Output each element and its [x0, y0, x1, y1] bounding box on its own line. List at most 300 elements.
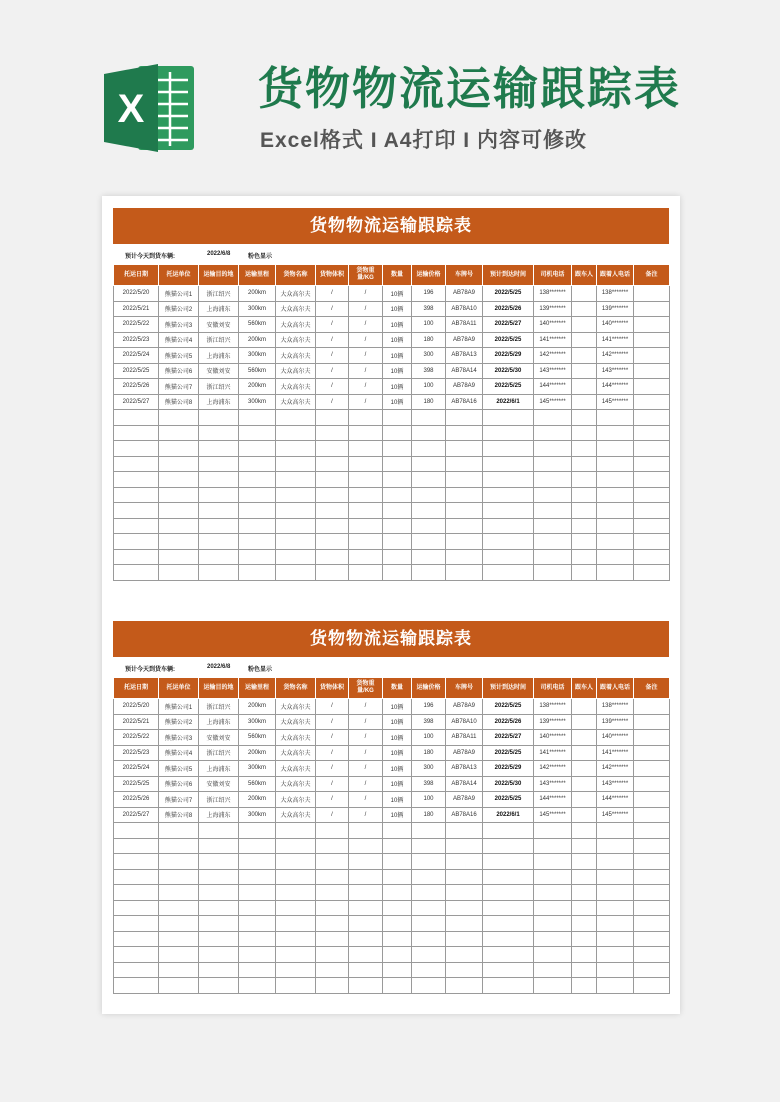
table-cell[interactable]: 2022/5/22 [114, 317, 159, 333]
table-cell[interactable] [534, 931, 572, 947]
table-cell[interactable]: 上海浦东 [199, 348, 239, 364]
table-cell[interactable] [597, 978, 634, 994]
table-cell[interactable] [199, 838, 239, 854]
table-cell[interactable]: 196 [412, 286, 446, 302]
table-cell[interactable] [316, 549, 349, 565]
table-cell[interactable] [634, 962, 670, 978]
table-cell[interactable] [316, 885, 349, 901]
table-cell[interactable] [114, 885, 159, 901]
table-cell[interactable]: 180 [412, 332, 446, 348]
table-cell[interactable] [483, 441, 534, 457]
table-cell[interactable] [276, 534, 316, 550]
table-cell[interactable] [634, 885, 670, 901]
table-cell[interactable] [483, 916, 534, 932]
table-cell[interactable] [597, 565, 634, 581]
table-cell[interactable] [199, 854, 239, 870]
table-cell[interactable] [412, 931, 446, 947]
table-cell[interactable]: / [316, 286, 349, 302]
table-cell[interactable]: 141******* [597, 745, 634, 761]
table-cell[interactable] [634, 518, 670, 534]
table-cell[interactable] [276, 441, 316, 457]
table-cell[interactable]: 2022/5/26 [483, 714, 534, 730]
table-cell[interactable]: 浙江绍兴 [199, 792, 239, 808]
table-cell[interactable] [383, 441, 412, 457]
table-cell[interactable] [239, 931, 276, 947]
table-cell[interactable]: 145******* [597, 394, 634, 410]
table-cell[interactable] [446, 425, 483, 441]
table-cell[interactable]: 143******* [534, 776, 572, 792]
table-cell[interactable] [412, 565, 446, 581]
table-cell[interactable] [483, 425, 534, 441]
table-cell[interactable] [276, 947, 316, 963]
table-cell[interactable]: 熊猫公司5 [159, 348, 199, 364]
table-cell[interactable] [412, 456, 446, 472]
table-cell[interactable]: 140******* [597, 317, 634, 333]
table-cell[interactable] [383, 869, 412, 885]
table-cell[interactable] [634, 441, 670, 457]
table-cell[interactable]: 138******* [534, 286, 572, 302]
table-cell[interactable] [114, 947, 159, 963]
table-cell[interactable]: 100 [412, 379, 446, 395]
table-cell[interactable] [634, 978, 670, 994]
table-cell[interactable]: 2022/5/27 [114, 394, 159, 410]
table-cell[interactable]: 10辆 [383, 792, 412, 808]
table-cell[interactable]: 300km [239, 807, 276, 823]
table-cell[interactable]: 300 [412, 761, 446, 777]
table-cell[interactable]: 大众高尔夫 [276, 761, 316, 777]
table-cell[interactable]: / [349, 730, 383, 746]
table-cell[interactable] [412, 518, 446, 534]
table-cell[interactable] [572, 487, 597, 503]
table-cell[interactable] [316, 838, 349, 854]
table-cell[interactable] [276, 456, 316, 472]
table-cell[interactable] [276, 885, 316, 901]
table-cell[interactable] [316, 916, 349, 932]
table-cell[interactable] [349, 534, 383, 550]
table-cell[interactable]: 300 [412, 348, 446, 364]
table-cell[interactable]: 大众高尔夫 [276, 301, 316, 317]
table-cell[interactable] [199, 549, 239, 565]
table-cell[interactable]: 2022/5/30 [483, 363, 534, 379]
table-cell[interactable] [159, 947, 199, 963]
table-cell[interactable] [597, 487, 634, 503]
table-cell[interactable] [349, 518, 383, 534]
table-cell[interactable]: AB78A16 [446, 394, 483, 410]
table-cell[interactable]: / [349, 348, 383, 364]
table-cell[interactable] [534, 565, 572, 581]
table-cell[interactable] [199, 456, 239, 472]
table-cell[interactable]: / [316, 363, 349, 379]
table-cell[interactable] [239, 487, 276, 503]
table-cell[interactable] [572, 317, 597, 333]
table-cell[interactable]: / [316, 301, 349, 317]
table-cell[interactable]: 10辆 [383, 699, 412, 715]
table-cell[interactable] [114, 456, 159, 472]
table-cell[interactable] [634, 425, 670, 441]
table-cell[interactable]: AB78A11 [446, 317, 483, 333]
table-cell[interactable] [634, 379, 670, 395]
table-cell[interactable] [159, 549, 199, 565]
table-cell[interactable] [634, 503, 670, 519]
table-cell[interactable] [114, 503, 159, 519]
table-cell[interactable]: 2022/5/24 [114, 761, 159, 777]
table-cell[interactable] [412, 487, 446, 503]
table-cell[interactable] [572, 534, 597, 550]
table-cell[interactable] [383, 425, 412, 441]
table-cell[interactable]: / [349, 807, 383, 823]
table-cell[interactable] [159, 410, 199, 426]
table-cell[interactable] [534, 900, 572, 916]
table-cell[interactable]: AB78A9 [446, 379, 483, 395]
table-cell[interactable] [446, 823, 483, 839]
table-cell[interactable] [349, 838, 383, 854]
table-cell[interactable]: 2022/5/26 [114, 792, 159, 808]
table-cell[interactable]: / [316, 699, 349, 715]
table-cell[interactable]: 10辆 [383, 807, 412, 823]
table-cell[interactable] [597, 900, 634, 916]
table-cell[interactable] [572, 730, 597, 746]
table-cell[interactable] [199, 503, 239, 519]
table-cell[interactable] [572, 503, 597, 519]
table-cell[interactable] [634, 730, 670, 746]
table-cell[interactable]: 大众高尔夫 [276, 792, 316, 808]
table-cell[interactable] [572, 348, 597, 364]
table-cell[interactable] [634, 317, 670, 333]
table-cell[interactable]: 安徽刘安 [199, 776, 239, 792]
table-cell[interactable] [383, 503, 412, 519]
table-cell[interactable] [349, 931, 383, 947]
table-cell[interactable]: / [316, 394, 349, 410]
table-cell[interactable] [159, 472, 199, 488]
table-cell[interactable] [483, 962, 534, 978]
table-cell[interactable]: / [349, 699, 383, 715]
table-cell[interactable]: 2022/5/25 [114, 776, 159, 792]
table-cell[interactable] [446, 947, 483, 963]
table-cell[interactable] [483, 503, 534, 519]
table-cell[interactable] [534, 962, 572, 978]
table-cell[interactable]: 熊猫公司4 [159, 745, 199, 761]
table-cell[interactable] [534, 823, 572, 839]
table-cell[interactable] [412, 947, 446, 963]
table-cell[interactable] [534, 838, 572, 854]
table-cell[interactable]: 139******* [597, 714, 634, 730]
table-cell[interactable] [349, 472, 383, 488]
table-cell[interactable] [634, 761, 670, 777]
table-cell[interactable] [446, 503, 483, 519]
table-cell[interactable] [412, 410, 446, 426]
table-cell[interactable] [534, 916, 572, 932]
table-cell[interactable]: 180 [412, 394, 446, 410]
table-cell[interactable]: 144******* [534, 379, 572, 395]
table-cell[interactable] [349, 823, 383, 839]
table-cell[interactable] [572, 472, 597, 488]
table-cell[interactable]: 560km [239, 776, 276, 792]
table-cell[interactable] [239, 900, 276, 916]
table-cell[interactable] [159, 900, 199, 916]
table-cell[interactable] [114, 425, 159, 441]
table-cell[interactable]: 142******* [534, 348, 572, 364]
table-cell[interactable] [572, 699, 597, 715]
table-cell[interactable]: 10辆 [383, 317, 412, 333]
table-cell[interactable] [383, 410, 412, 426]
table-cell[interactable]: 200km [239, 332, 276, 348]
table-cell[interactable] [483, 410, 534, 426]
table-cell[interactable] [572, 410, 597, 426]
table-cell[interactable]: 2022/5/29 [483, 761, 534, 777]
table-cell[interactable] [383, 962, 412, 978]
table-cell[interactable]: 141******* [534, 745, 572, 761]
table-cell[interactable]: 上海浦东 [199, 394, 239, 410]
table-cell[interactable] [199, 931, 239, 947]
table-cell[interactable] [572, 363, 597, 379]
table-cell[interactable] [634, 286, 670, 302]
table-cell[interactable] [316, 487, 349, 503]
table-cell[interactable] [597, 503, 634, 519]
table-cell[interactable] [634, 916, 670, 932]
table-cell[interactable]: / [349, 317, 383, 333]
table-cell[interactable] [634, 487, 670, 503]
table-cell[interactable]: / [316, 348, 349, 364]
table-cell[interactable] [114, 518, 159, 534]
table-cell[interactable] [412, 549, 446, 565]
table-cell[interactable] [114, 565, 159, 581]
table-cell[interactable]: 10辆 [383, 730, 412, 746]
table-cell[interactable]: 熊猫公司8 [159, 394, 199, 410]
table-cell[interactable]: 熊猫公司6 [159, 363, 199, 379]
table-cell[interactable]: 141******* [534, 332, 572, 348]
table-cell[interactable] [383, 931, 412, 947]
table-cell[interactable] [572, 518, 597, 534]
table-cell[interactable]: AB78A9 [446, 699, 483, 715]
table-cell[interactable]: 10辆 [383, 379, 412, 395]
table-cell[interactable] [349, 410, 383, 426]
table-cell[interactable] [446, 978, 483, 994]
table-cell[interactable] [446, 441, 483, 457]
table-cell[interactable] [239, 978, 276, 994]
table-cell[interactable]: 2022/5/22 [114, 730, 159, 746]
table-cell[interactable] [316, 823, 349, 839]
table-cell[interactable]: 144******* [597, 792, 634, 808]
table-cell[interactable] [199, 487, 239, 503]
table-cell[interactable] [159, 838, 199, 854]
table-cell[interactable]: 10辆 [383, 286, 412, 302]
table-cell[interactable] [634, 472, 670, 488]
table-cell[interactable] [446, 565, 483, 581]
table-cell[interactable] [316, 534, 349, 550]
table-cell[interactable] [316, 900, 349, 916]
table-cell[interactable]: / [316, 776, 349, 792]
table-cell[interactable] [276, 472, 316, 488]
table-cell[interactable] [597, 472, 634, 488]
table-cell[interactable] [534, 456, 572, 472]
table-cell[interactable] [483, 900, 534, 916]
table-cell[interactable]: 180 [412, 807, 446, 823]
table-cell[interactable]: / [349, 745, 383, 761]
table-cell[interactable] [199, 947, 239, 963]
table-cell[interactable] [159, 978, 199, 994]
table-cell[interactable]: 100 [412, 792, 446, 808]
table-cell[interactable] [483, 518, 534, 534]
table-cell[interactable]: 2022/5/25 [483, 332, 534, 348]
table-cell[interactable] [634, 900, 670, 916]
table-cell[interactable]: 560km [239, 317, 276, 333]
table-cell[interactable]: 139******* [534, 714, 572, 730]
table-cell[interactable] [159, 503, 199, 519]
table-cell[interactable]: 2022/5/25 [483, 745, 534, 761]
table-cell[interactable]: 浙江绍兴 [199, 699, 239, 715]
table-cell[interactable] [239, 916, 276, 932]
table-cell[interactable]: 560km [239, 363, 276, 379]
table-cell[interactable] [383, 472, 412, 488]
table-cell[interactable]: AB78A9 [446, 332, 483, 348]
table-cell[interactable]: 2022/5/29 [483, 348, 534, 364]
table-cell[interactable] [634, 301, 670, 317]
table-cell[interactable] [383, 456, 412, 472]
table-cell[interactable] [483, 869, 534, 885]
table-cell[interactable] [383, 854, 412, 870]
table-cell[interactable] [634, 745, 670, 761]
table-cell[interactable]: 安徽刘安 [199, 317, 239, 333]
table-cell[interactable] [412, 916, 446, 932]
table-cell[interactable] [483, 885, 534, 901]
table-cell[interactable] [383, 978, 412, 994]
table-cell[interactable] [572, 823, 597, 839]
table-cell[interactable] [114, 823, 159, 839]
table-cell[interactable] [276, 931, 316, 947]
table-cell[interactable]: 196 [412, 699, 446, 715]
table-cell[interactable] [572, 745, 597, 761]
table-cell[interactable]: 145******* [534, 394, 572, 410]
table-cell[interactable] [159, 916, 199, 932]
table-cell[interactable] [412, 441, 446, 457]
table-cell[interactable]: 10辆 [383, 776, 412, 792]
table-cell[interactable] [316, 854, 349, 870]
table-cell[interactable]: 熊猫公司8 [159, 807, 199, 823]
table-cell[interactable] [446, 410, 483, 426]
table-cell[interactable] [446, 472, 483, 488]
table-cell[interactable] [634, 332, 670, 348]
table-cell[interactable]: 2022/6/1 [483, 394, 534, 410]
table-cell[interactable] [159, 456, 199, 472]
table-cell[interactable] [383, 565, 412, 581]
table-cell[interactable] [276, 503, 316, 519]
table-cell[interactable]: 142******* [597, 348, 634, 364]
table-cell[interactable]: 熊猫公司3 [159, 730, 199, 746]
table-cell[interactable]: AB78A13 [446, 348, 483, 364]
table-cell[interactable]: 100 [412, 317, 446, 333]
table-cell[interactable] [534, 410, 572, 426]
table-cell[interactable]: 300km [239, 348, 276, 364]
table-cell[interactable] [276, 425, 316, 441]
table-cell[interactable]: 大众高尔夫 [276, 286, 316, 302]
table-cell[interactable] [446, 931, 483, 947]
table-cell[interactable]: 143******* [597, 776, 634, 792]
table-cell[interactable] [239, 456, 276, 472]
table-cell[interactable] [114, 487, 159, 503]
table-cell[interactable] [534, 441, 572, 457]
table-cell[interactable]: / [349, 792, 383, 808]
table-cell[interactable] [412, 838, 446, 854]
table-cell[interactable] [483, 534, 534, 550]
table-cell[interactable]: 10辆 [383, 745, 412, 761]
table-cell[interactable]: 熊猫公司7 [159, 379, 199, 395]
table-cell[interactable] [349, 885, 383, 901]
table-cell[interactable]: 138******* [597, 286, 634, 302]
table-cell[interactable] [534, 472, 572, 488]
table-cell[interactable]: / [316, 730, 349, 746]
table-cell[interactable] [316, 456, 349, 472]
table-cell[interactable]: 大众高尔夫 [276, 317, 316, 333]
table-cell[interactable] [634, 549, 670, 565]
table-cell[interactable] [276, 518, 316, 534]
table-cell[interactable] [159, 869, 199, 885]
table-cell[interactable]: 398 [412, 714, 446, 730]
table-cell[interactable] [597, 410, 634, 426]
table-cell[interactable]: 10辆 [383, 301, 412, 317]
table-cell[interactable] [534, 947, 572, 963]
table-cell[interactable]: 2022/6/1 [483, 807, 534, 823]
table-cell[interactable] [483, 456, 534, 472]
table-cell[interactable]: 141******* [597, 332, 634, 348]
table-cell[interactable]: 2022/5/25 [114, 363, 159, 379]
table-cell[interactable] [446, 518, 483, 534]
table-cell[interactable]: 浙江绍兴 [199, 286, 239, 302]
table-cell[interactable] [114, 472, 159, 488]
table-cell[interactable]: 浙江绍兴 [199, 332, 239, 348]
table-cell[interactable]: 2022/5/23 [114, 745, 159, 761]
table-cell[interactable]: / [349, 714, 383, 730]
table-cell[interactable] [634, 869, 670, 885]
table-cell[interactable] [572, 425, 597, 441]
table-cell[interactable] [114, 838, 159, 854]
table-cell[interactable] [597, 425, 634, 441]
table-cell[interactable] [483, 838, 534, 854]
table-cell[interactable] [446, 456, 483, 472]
table-cell[interactable]: 10辆 [383, 348, 412, 364]
table-cell[interactable] [634, 714, 670, 730]
table-cell[interactable] [597, 456, 634, 472]
table-cell[interactable] [383, 534, 412, 550]
table-cell[interactable] [239, 869, 276, 885]
table-cell[interactable]: 300km [239, 761, 276, 777]
table-cell[interactable] [276, 962, 316, 978]
table-cell[interactable]: 大众高尔夫 [276, 776, 316, 792]
table-cell[interactable] [483, 549, 534, 565]
table-cell[interactable]: 200km [239, 286, 276, 302]
table-cell[interactable]: 200km [239, 745, 276, 761]
table-cell[interactable]: 2022/5/23 [114, 332, 159, 348]
table-cell[interactable] [159, 441, 199, 457]
table-cell[interactable]: 143******* [597, 363, 634, 379]
table-cell[interactable]: 144******* [534, 792, 572, 808]
table-cell[interactable] [349, 565, 383, 581]
table-cell[interactable] [572, 916, 597, 932]
table-cell[interactable] [634, 363, 670, 379]
table-cell[interactable] [383, 900, 412, 916]
table-cell[interactable] [634, 792, 670, 808]
table-cell[interactable] [349, 441, 383, 457]
table-cell[interactable] [199, 565, 239, 581]
table-cell[interactable]: 143******* [534, 363, 572, 379]
table-cell[interactable] [349, 503, 383, 519]
table-cell[interactable] [276, 854, 316, 870]
table-cell[interactable]: / [349, 286, 383, 302]
table-cell[interactable] [239, 425, 276, 441]
table-cell[interactable] [634, 348, 670, 364]
table-cell[interactable]: 2022/5/25 [483, 286, 534, 302]
table-cell[interactable] [276, 487, 316, 503]
table-cell[interactable]: 2022/5/26 [483, 301, 534, 317]
